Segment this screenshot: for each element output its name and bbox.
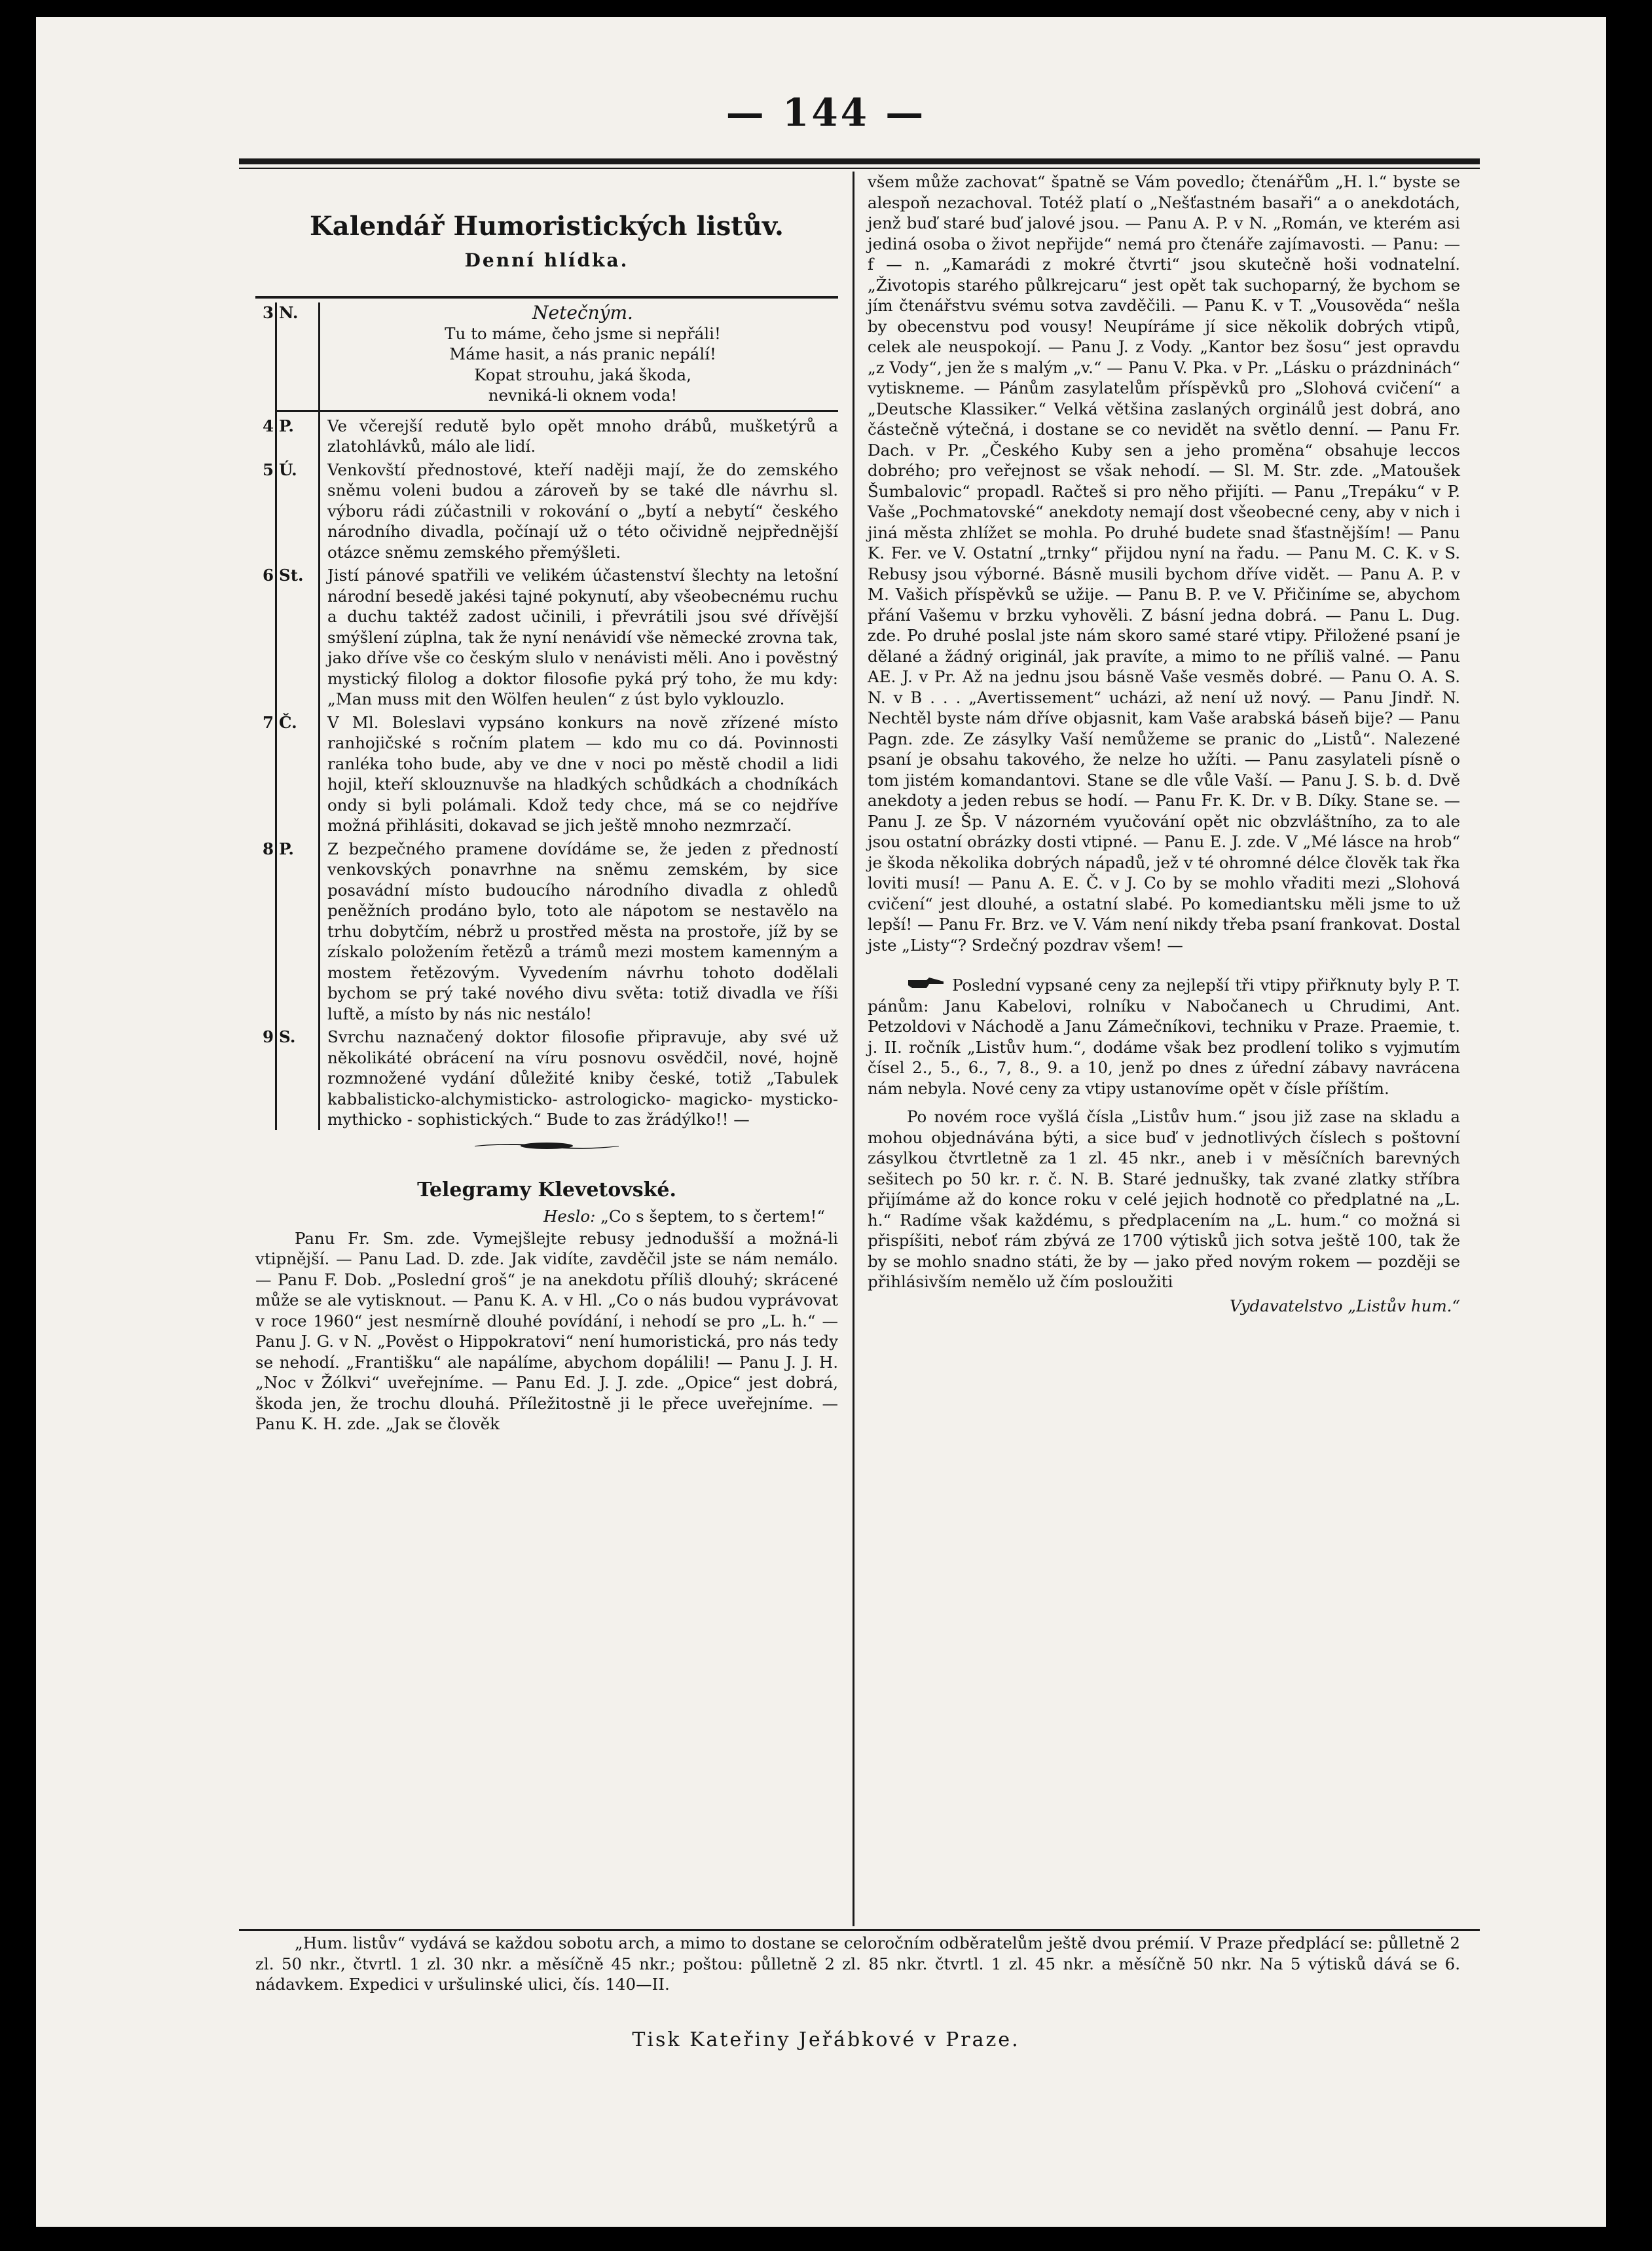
- footer-info: [255, 1933, 1460, 1995]
- footer-rule: [239, 1929, 1480, 1931]
- poem-line: Máme hasit, a nás pranic nepálí!: [449, 344, 716, 363]
- calendar-rule: [255, 296, 838, 299]
- calendar-entry: Ve včerejší redutě bylo opět mnoho drábů, mušketýrů a zlatohlávků, málo ale lidí.: [327, 416, 838, 456]
- poem-line: Kopat strouhu, jaká škoda,: [474, 365, 691, 384]
- calendar-row: [255, 460, 838, 563]
- calendar-row: [255, 839, 838, 1025]
- calendar-day: 4: [262, 416, 274, 435]
- telegrams-continuation: všem může zachovat“ špatně se Vám povedlo; čtenářům „H. l.“ byste se alespoň nezachoval. Totéž platí o „Nešťastném basaři“ a o anekdotách, jenž buď staré buď jalové jsou. — Panu A. P. v N. „Román, ve kterém asi jediná osoba o život nepřijde“ nemá pro čtenáře zajímavosti. — Panu: — f — n. „Kamarádi z mokré čtvrti“ jsou skutečně hoši vodnatelní. „Životopis starého půlkrejcaru“ jest opět tak suchoparný, že bychom se jím čtenářstvu svému sotva zavděčili. — Panu K. v T. „Vousověda“ nešla by obecenstvu pod vousy! Neupíráme jí sice několik dobrých vtipů, celek ale neuspokojí. — Panu J. z Vody. „Kantor bez šosu“ jest opravdu „z Vody“, jen že s malým „v.“ — Panu V. Pka. v Pr. „Lásku o prázdninách“ vytiskneme. — Pánům zasylatelům příspěvků pro „Slohová cvičení“ a „Deutsche Klassiker.“ Velká většina zaslaných orginálů jest dobrá, ano částečně výtečná, i dostane se co nevidět na světlo denní. — Panu Fr. Dach. v Pr. „Českého Kuby sen a jeho proměna“ obsahuje leccos dobrého; pro veřejnost se však nehodí. — Sl. M. Str. zde. „Matoušek Šumbalovic“ propadl. Račteš si pro něho přijíti. — Panu „Trepáku“ v P. Vaše „Pochmatovské“ anekdoty nemají dost všeobecné ceny, aby v nich i jiná města zhlížet se mohla. Po druhé budete snad šťastnějším! — Panu K. Fer. ve V. Ostatní „trnky“ přijdou nyní na řadu. — Panu M. C. K. v S. Rebusy jsou výborné. Básně musili bychom dříve vidět. — Panu A. P. v M. Vašich příspěvků se užije. — Panu B. P. ve V. Přičiníme se, abychom přání Vašemu v brzku vyhověli. Z básní jedna dobrá. — Panu L. Dug. zde. Po druhé poslal jste nám skoro samé staré vtipy. Přiložené psaní je dělané a žádný originál, jak pravíte, a mimo to ne příliš valné. — Panu AE. J. v Pr. Až na jednu jsou básně Vaše vesměs dobré. — Panu O. A. S. N. v B . . . „Avertissement“ ucházi, až není už nový. — Panu Jindř. N. Nechtěl byste nám dříve objasnit, kam Vaše arabská báseň bije? — Panu Pagn. zde. Ze zásylky Vaší nemůžeme se pranic do „Listů“. Nalezené psaní je obsahu takového, že nelze ho užíti. — Panu zasylateli písně o tom jistém komandantovi. Stane se dle vůle Vaší. — Panu J. S. b. d. Dvě anekdoty a jeden rebus se hodí. — Panu Fr. K. Dr. v B. Díky. Stane se. — Panu J. ze Šp. V názorném vyučování opět nic obzvláštního, za to ale jsou ostatní obrázky dosti vtipné. — Panu E. J. zde. V „Mé lásce na hrob“ je škoda několika dobrých nápadů, jež v té ohromné délce člověk tak řka loviti musí! — Panu A. E. Č. v J. Co by se mohlo vřaditi mezi „Slohová cvičení“ jest dlouhé, a ostatní slabé. Po komediantsku měli jsme to už lepší! — Panu Fr. Brz. ve V. Vám není nikdy třeba psaní frankovat. Dostal jste „Listy“? Srdečný pozdrav všem! —: [868, 172, 1460, 955]
- calendar-title: Kalendář Humoristických listův.: [310, 211, 784, 242]
- prize-notice-text: Poslední vypsané ceny za nejlepší tři vtipy přiřknuty byly P. T. pánům: Janu Kabelovi, rolníku v Nabočanech u Chrudimi, Ant. Petzoldovi v Náchodě a Janu Zámečníkovi, techniku v Praze. Praemie, t. j. II. ročník „Listův hum.“, dodáme však bez prodlení toliko s vyjmutím čísel 2., 5., 6., 7, 8., 9. a 10, jenž po dnes z úřední zábavy navrácena nám nebyla. Nové ceny za vtipy ustanovíme opět v čísle příštím.: [868, 976, 1460, 1098]
- calendar-weekday: S.: [279, 1027, 296, 1046]
- calendar-subtitle: Denní hlídka.: [464, 249, 629, 271]
- right-column: [868, 172, 1460, 1315]
- calendar-day: 9: [262, 1027, 274, 1046]
- column-divider: [853, 172, 854, 1926]
- calendar-table: [255, 302, 838, 1130]
- calendar-day: 3: [262, 303, 274, 322]
- calendar-day: 6: [262, 566, 274, 585]
- page-number: — 144 —: [725, 90, 927, 135]
- prize-notice: [868, 975, 1460, 1099]
- calendar-entry: Jistí pánové spatřili ve velikém účastenství šlechty na letošní národní besedě jakési tajné pokynutí, aby všeobecnému ruchu a duchu taktéž zadost učinili, i převrátili jsou své dřívější smýšlení zúplna, tak že nyní nenávidí vše německé zrovna tak, jako dříve vše co českým slulo v nenávisti měli. Ano i pověstný mystický filolog a doktor filosofie pyká prý toho, že mu kdy: „Man muss mit den Wölfen heulen“ z úst bylo vyklouzlo.: [327, 566, 838, 708]
- calendar-weekday: N.: [279, 303, 299, 322]
- calendar-row: [255, 1027, 838, 1130]
- calendar-entry: V Ml. Boleslavi vypsáno konkurs na nově zřízené místo ranhojičské s ročním platem — kdo mu co dá. Povinnosti ranlékа toho bude, aby ve dne v noci po městě chodil a lidi hojil, kteří sklouznuvše na hladkých schůdkách a chodníkách ondy si byli polámali. Kdož tedy chce, má se co nejdříve možná přihlásiti, dokavad se jich ještě mnoho nezmrzačí.: [327, 712, 838, 835]
- calendar-weekday: St.: [279, 566, 304, 585]
- calendar-day: 8: [262, 839, 274, 858]
- calendar-row-rule: [275, 410, 838, 412]
- motto-label: Heslo:: [543, 1206, 596, 1226]
- subscription-notice: Po novém roce vyšlá čísla „Listův hum.“ jsou již zase na skladu a mohou objednávána býti, a sice buď v jednotlivých číslech s poštovní zásylkou čtvrtletně za 1 zl. 45 nkr., aneb i v měsíčních barevných sešitech po 50 kr. r. č. N. B. Staré jednušky, tak zvané zlatky stříbra přijímáme až do konce roku v celé jejich hodnotě co předplatné na „L. h.“ Radíme však každému, s předplacením na „L. hum.“ co možná si přispíšiti, neboť rám zbývá ze 1700 výtisků jich sotva ještě 100, tak že by se mohlo snadno státi, že by — jako před novým rokem — později se přihlásivším nemělo už čím posloužiti: [868, 1107, 1460, 1291]
- calendar-weekday: Ú.: [279, 460, 297, 479]
- calendar-entry: Svrchu naznačený doktor filosofie připravuje, aby své už několikáté obrácení na víru posnovu osvědčil, nové, hojně rozmnožené vydání důležité kniby české, totiž „Tabulek kabbalisticko-alchymisticko- astrologicko- magicko- mysticko-mythicko - sophistických.“ Bude to zas žrádýlko!! —: [327, 1027, 838, 1129]
- poem-line: nevniká-li oknem voda!: [488, 386, 678, 405]
- left-column: [255, 172, 838, 1435]
- printer-line: Tisk Kateřiny Jeřábkové v Praze.: [632, 2028, 1020, 2051]
- calendar-day: 5: [262, 460, 274, 479]
- calendar-row: [255, 712, 838, 836]
- calendar-row: [255, 416, 838, 457]
- header-rule: [239, 158, 1480, 164]
- pointing-hand-icon: [907, 976, 946, 991]
- poem-line: Tu to máme, čeho jsme si nepřáli!: [445, 323, 721, 343]
- telegrams-text: Panu Fr. Sm. zde. Vymejšlejte rebusy jednodušší a možná-li vtipnější. — Panu Lad. D. zde. Jak vidíte, zavděčil jste se nám nemálo. — Panu F. Dob. „Poslední groš“ je na anekdotu příliš dlouhý; skrácené může se ale vytisknout. — Panu K. A. v Hl. „Co o nás budou vyprávovat v roce 1960“ jest nesmírně dlouhé povídání, i nehodí se pro „L. h.“ — Panu J. G. v N. „Pověst o Hippokratovi“ není humoristická, pro nás tedy se nehodí. „Františku“ ale napálíme, abychom dopálili! — Panu J. J. H. „Noc v Žólkvi“ uveřejníme. — Panu Ed. J. J. zde. „Opice“ jest dobrá, škoda jen, že trochu dlouhá. Příležitostně ji le přece uveřejníme. — Panu K. H. zde. „Jak se člověk: [255, 1228, 838, 1433]
- ornament-divider-icon: [475, 1139, 619, 1152]
- calendar-weekday: Č.: [279, 712, 297, 732]
- motto-text: „Co s šeptem, to s čertem!“: [600, 1206, 825, 1226]
- calendar-row: [255, 565, 838, 710]
- calendar-weekday: P.: [279, 416, 294, 435]
- telegrams-title: Telegramy Klevetovské.: [417, 1178, 676, 1201]
- telegrams-motto: [255, 1207, 825, 1226]
- calendar-weekday: P.: [279, 839, 294, 858]
- calendar-entry: Venkovští přednostové, kteří naději mají, že do zemského sněmu voleni budou a zároveň by se také dle návrhu sl. výboru rádi zúčastnili v rokování o „bytí a nebytí“ českého národního divadla, počínají už o této očividně nejpřednější otázce sněmu zemského přemýšleti.: [327, 460, 838, 562]
- poem-heading: Netečným.: [532, 302, 633, 323]
- header-rule-thin: [239, 168, 1480, 169]
- footer-text: „Hum. listův“ vydává se každou sobotu arch, a mimo to dostane se celoročním odběratelům ještě dvou prémií. V Praze předplácí se: půlletně 2 zl. 50 nkr., čtvrtl. 1 zl. 30 nkr. a měsíčně 45 nkr.; poštou: půlletně 2 zl. 85 nkr. čtvrtl. 1 zl. 45 nkr. a měsíčně 50 nkr. Na 5 výtisků dává se 6. nádavkem. Expedici v uršulinské ulici, čís. 140—II.: [255, 1933, 1460, 1994]
- publisher-signature: Vydavatelstvo „Listův hum.“: [1230, 1296, 1460, 1315]
- calendar-day: 7: [262, 712, 274, 732]
- calendar-row: [255, 302, 838, 406]
- calendar-poem: [327, 302, 838, 406]
- calendar-entry: Z bezpečného pramene dovídáme se, že jeden z předností venkovských ponavrhne na sněmu zemském, by sice posavádní místo budoucího národního divadla z ohledů peněžních prodáno bylo, toto ale nápotom se nestavělo na trhu dobytčím, nébrž u prostřed města na prostoře, jíž by se získalo položením řetězů a trámů mezi mostem kamenným a mostem řetězovým. Vyvedením návrhu tohoto dodělali bychom se prý také nového divu světa: totiž divadla ve říši luftě, a místo by nás nic nestálo!: [327, 839, 838, 1023]
